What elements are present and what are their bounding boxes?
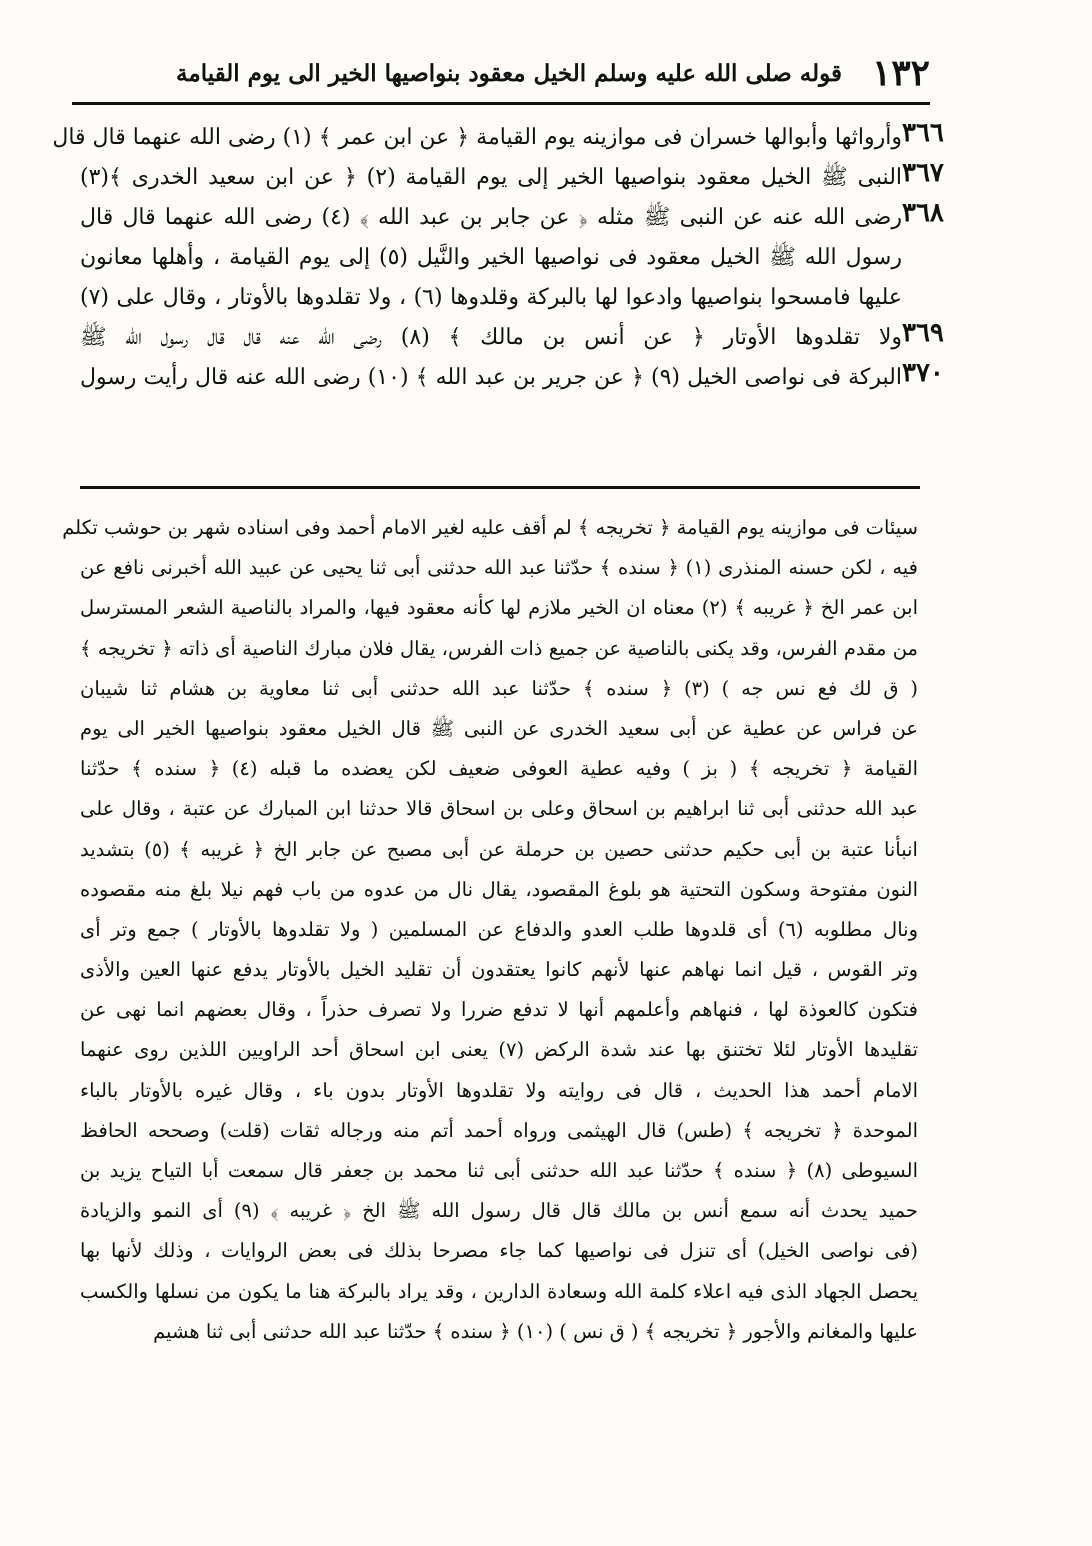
note-line: (فى نواصى الخيل) أى تنزل فى نواصيها كما جاء مصرحا بذلك فى بعض الروايات ، وذلك لأنها بها: [80, 1239, 918, 1263]
footnote-separator: [80, 486, 920, 489]
hadith-number: ٣٦٩: [902, 318, 944, 348]
note-line: ابن عمر الخ ﴿ غريبه ﴾ (٢) معناه ان الخير ملازم لها كأنه معقود فيها، والمراد بالناصية الشعر المسترسل: [80, 596, 918, 620]
note-line: تقليدها الأوتار لئلا تختنق بها عند شدة الركض (٧) يعنى ابن اسحاق أحد الراويين اللذين روى عنهما: [80, 1038, 919, 1062]
hadith-number: ٣٦٧: [902, 158, 944, 188]
hadith-line-text: النبى ﷺ الخيل معقود بنواصيها الخير إلى يوم القيامة (٢) ﴿ عن ابن سعيد الخدرى ﴾(٣): [80, 165, 903, 190]
note-line: الموحدة ﴿ تخريجه ﴾ (طس) قال الهيثمى ورواه أحمد أتم منه ورجاله ثقات (قلت) وصححه الحافظ: [80, 1118, 918, 1142]
note-line: فيه ، لكن حسنه المنذرى (١) ﴿ سنده ﴾ حدّثنا عبد الله حدثنى أبى ثنا يحيى عن عبيد الله أخبرنى نافع عن: [80, 556, 918, 580]
note-line: عبد الله حدثنى أبى ثنا ابراهيم بن اسحاق وعلى بن اسحاق قالا حدثنا ابن المبارك عن عتبة ، وقال على: [80, 797, 918, 821]
hadith-line-text: عليها فامسحوا بنواصيها وادعوا لها بالبركة وقلدوها (٦) ، ولا تقلدوها بالأوتار ، وقال على (٧): [80, 285, 902, 310]
hadith-line: [80, 238, 970, 278]
page-header: [70, 48, 930, 98]
commentary-notes: [62, 508, 919, 1352]
hadith-line-text: وأرواثها وأبوالها خسران فى موازينه يوم القيامة ﴿ عن ابن عمر ﴾ (١) رضى الله عنهما قال قال: [52, 125, 902, 150]
note-line: عليها والمغانم والأجور ﴿ تخريجه ﴾ ( ق نس ) (١٠) ﴿ سنده ﴾ حدّثنا عبد الله حدثنى أبى ثنا هشيم: [153, 1319, 918, 1343]
page-number: ١٣٢: [871, 52, 930, 94]
note-line: الامام أحمد هذا الحديث ، قال فى روايته ولا تقلدوها الأوتار بدون باء ، وقال غيره بالأوتار بالباء: [80, 1078, 918, 1102]
hadith-line: [52, 118, 970, 158]
note-line: عن فراس عن عطية عن أبى سعيد الخدرى عن النبى ﷺ قال الخيل معقود بنواصيها الخير الى يوم: [80, 716, 918, 740]
hadith-line: [80, 318, 970, 358]
hadith-line-text: البركة فى نواصى الخيل (٩) ﴿ عن جرير بن عبد الله ﴾ (١٠) رضى الله عنه قال رأيت رسول: [80, 365, 902, 390]
note-line: ونال مطلوبه (٦) أى قلدوها طلب العدو والدفاع عن المسلمين ( ولا تقلدوها بالأوتار ) جمع وتر أى: [80, 917, 919, 941]
note-line: السيوطى (٨) ﴿ سنده ﴾ حدّثنا عبد الله حدثنى أبى ثنا محمد بن جعفر قال سمعت أبا التياح يزيد بن: [80, 1159, 918, 1182]
hadith-line-text: رضى الله عنه عن النبى ﷺ مثله ﴿ عن جابر بن عبد الله ﴾ (٤) رضى الله عنهما قال قال: [80, 205, 902, 230]
note-line: سيئات فى موازينه يوم القيامة ﴿ تخريجه ﴾ لم أقف عليه لغير الامام أحمد وفى اسناده شهر بن حوشب تكلم: [62, 516, 918, 539]
note-line: فتكون كالعوذة لها ، فنهاهم وأعلمهم أنها لا تدفع ضررا ولا تصرف حذراً ، وقال بعضهم انما نهى عن: [80, 998, 918, 1022]
note-line: النون مفتوحة وسكون التحتية هو بلوغ المقصود، يقال نال من عدوه من باب فهم نيلا بلغ منه مقصوده: [80, 877, 918, 901]
note-line: حميد يحدث أنه سمع أنس بن مالك قال قال رسول الله ﷺ الخ ﴿ غريبه ﴾ (٩) أى النمو والزيادة: [80, 1199, 918, 1223]
hadith-number: ٣٦٦: [902, 118, 944, 148]
running-title: قوله صلى الله عليه وسلم الخيل معقود بنواصيها الخير الى يوم القيامة: [176, 59, 842, 87]
hadith-line: [80, 278, 970, 318]
hadith-line: [80, 358, 970, 398]
hadith-line: [80, 198, 970, 238]
hadith-number: ٣٧٠: [902, 358, 944, 388]
note-line: انبأنا عتبة بن أبى حكيم حدثنى حصين بن حرملة عن أبى مصبح عن جابر الخ ﴿ غريبه ﴾ (٥) بتشديد: [80, 837, 918, 861]
note-line: ( ق لك فع نس جه ) (٣) ﴿ سنده ﴾ حدّثنا عبد الله حدثنى أبى ثنا معاوية بن هشام ثنا شيبان: [80, 676, 918, 700]
header-rule: [72, 102, 930, 105]
note-line: من مقدم الفرس، وقد يكنى بالناصية عن جميع ذات الفرس، يقال فلان مبارك الناصية أى ذاته ﴿ تخريجه ﴾: [80, 636, 918, 660]
hadith-number: ٣٦٨: [902, 198, 944, 228]
hadith-line-text: رسول الله ﷺ الخيل معقود فى نواصيها الخير والنَّيل (٥) إلى يوم القيامة ، وأهلها معانون: [80, 245, 902, 270]
note-line: وتر القوس ، قيل انما نهاهم عنها لأنهم كانوا يعتقدون أن تقليد الخيل بالأوتار يدفع عنها العين والأذى: [80, 958, 918, 982]
hadith-text: [52, 118, 970, 398]
note-line: القيامة ﴿ تخريجه ﴾ ( بز ) وفيه عطية العوفى ضعيف لكن يعضده ما قبله (٤) ﴿ سنده ﴾ حدّثنا: [80, 757, 918, 781]
hadith-line-text: ولا تقلدوها الأوتار ﴿ عن أنس بن مالك ﴾ (٨) رضى الله عنه قال قال رسول الله ﷺ: [80, 325, 902, 350]
hadith-line: [80, 158, 970, 198]
note-line: يحصل الجهاد الذى فيه اعلاء كلمة الله وسعادة الدارين ، وقد يراد بالبركة هنا ما يكون من نسلها والكسب: [80, 1279, 918, 1303]
